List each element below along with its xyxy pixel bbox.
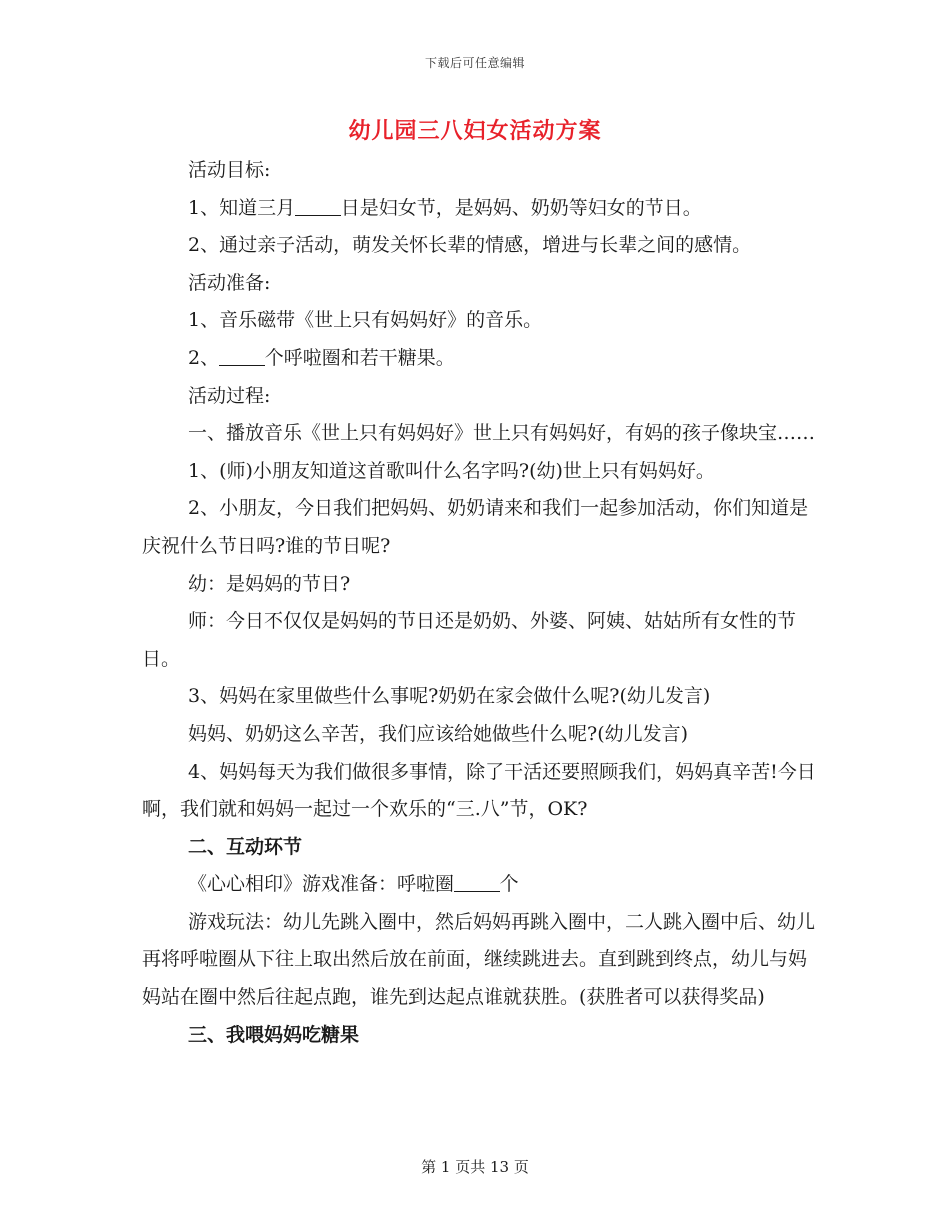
paragraph-prep-2 bbox=[142, 340, 822, 378]
paragraph-step-1-1: 1、(师)小朋友知道这首歌叫什么名字吗?(幼)世上只有妈妈好。 bbox=[188, 459, 715, 482]
text-segment: 1、知道三月 bbox=[188, 196, 296, 219]
paragraph-step-1-3: 3、妈妈在家里做些什么事呢?奶奶在家会做什么呢?(幼儿发言) bbox=[188, 685, 711, 708]
paragraph-step-1-2: 2、小朋友，今日我们把妈妈、奶奶请来和我们一起参加活动，你们知道是庆祝什么节日吗?谁的节日呢? bbox=[142, 497, 809, 557]
text-segment: 《心心相印》游戏准备：呼啦圈 bbox=[188, 873, 455, 896]
fill-in-blank bbox=[219, 346, 265, 366]
paragraph-prep-heading: 活动准备: bbox=[188, 271, 271, 294]
paragraph-goal-2: 2、通过亲子活动，萌发关怀长辈的情感，增进与长辈之间的感情。 bbox=[188, 234, 752, 257]
paragraph-step-1-3b: 妈妈、奶奶这么辛苦，我们应该给她做些什么呢?(幼儿发言) bbox=[188, 722, 689, 745]
document-body bbox=[142, 152, 822, 1054]
paragraph-goals-heading: 活动目标: bbox=[188, 159, 271, 181]
text-segment: 个呼啦圈和若干糖果。 bbox=[264, 346, 455, 369]
paragraph-step-1: 一、播放音乐《世上只有妈妈好》世上只有妈妈好，有妈的孩子像块宝…… bbox=[188, 422, 816, 445]
document-title: 幼儿园三八妇女活动方案 bbox=[348, 118, 602, 144]
fill-in-blank bbox=[454, 872, 500, 892]
paragraph-teacher-reply: 师：今日不仅仅是妈妈的节日还是奶奶、外婆、阿姨、姑姑所有女性的节日。 bbox=[142, 610, 797, 670]
fill-in-blank bbox=[295, 196, 341, 216]
paragraph-game-rules: 游戏玩法：幼儿先跳入圈中，然后妈妈再跳入圈中，二人跳入圈中后、幼儿再将呼啦圈从下往上取出然后放在前面，继续跳进去。直到跳到终点，幼儿与妈妈站在圈中然后往起点跑，谁先到达起点谁就获胜。(获胜者可以获得奖品) bbox=[142, 910, 816, 1009]
header-note: 下载后可任意编辑 bbox=[424, 56, 525, 70]
paragraph-process-heading: 活动过程: bbox=[188, 384, 271, 407]
paragraph-child-reply: 幼：是妈妈的节日? bbox=[188, 572, 351, 595]
section-heading-candy: 三、我喂妈妈吃糖果 bbox=[188, 1023, 360, 1046]
paragraph-game-prep bbox=[142, 866, 822, 904]
text-segment: 日是妇女节，是妈妈、奶奶等妇女的节日。 bbox=[340, 196, 702, 219]
paragraph-prep-1: 1、音乐磁带《世上只有妈妈好》的音乐。 bbox=[188, 309, 543, 332]
text-segment: 个 bbox=[499, 873, 519, 896]
text-segment: 2、 bbox=[188, 346, 220, 369]
paragraph-goal-1 bbox=[142, 190, 822, 228]
paragraph-step-1-4: 4、妈妈每天为我们做很多事情，除了干活还要照顾我们，妈妈真辛苦!今日啊，我们就和妈妈一起过一个欢乐的“三.八”节，OK? bbox=[142, 760, 816, 821]
page-footer: 第 1 页共 13 页 bbox=[421, 1158, 529, 1176]
section-heading-interaction: 二、互动环节 bbox=[188, 835, 303, 858]
